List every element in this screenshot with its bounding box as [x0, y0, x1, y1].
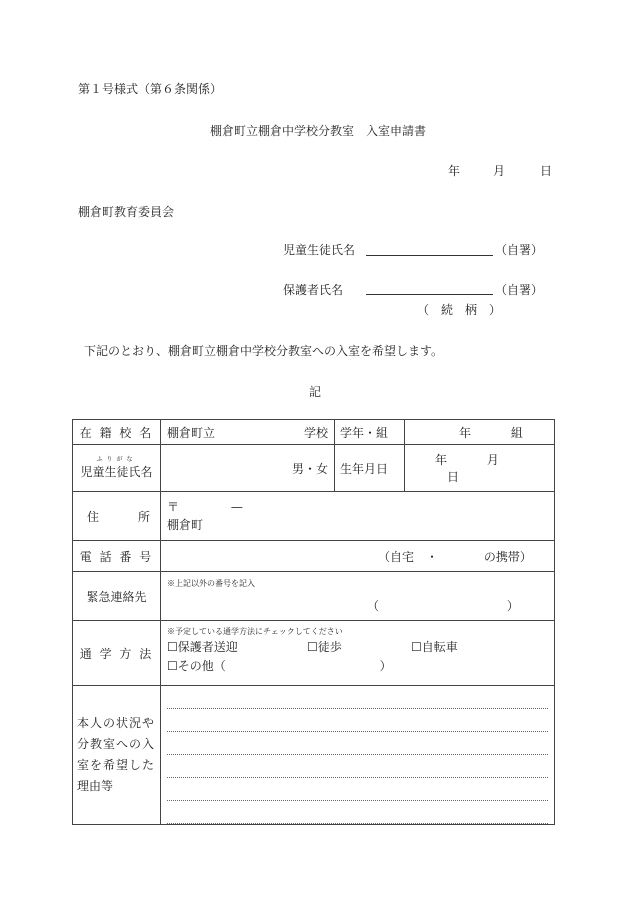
birth-month: 月 [486, 453, 499, 467]
emergency-paren-open: （ [367, 599, 380, 613]
application-table [72, 419, 555, 825]
phone-label: 電 話 番 号 [73, 541, 161, 572]
name-label-text: 児童生徒氏名 [80, 464, 153, 479]
address-town: 棚倉町 [167, 518, 204, 532]
guardian-signature-line[interactable] [366, 294, 493, 295]
birth-label: 生年月日 [335, 445, 405, 492]
name-label-cell [73, 445, 161, 492]
guardian-jisho: （自署） [495, 283, 544, 297]
postal-dash: — [230, 500, 243, 514]
reason-line[interactable] [167, 801, 548, 824]
school-label: 在 籍 校 名 [73, 420, 161, 445]
table-row-school [73, 420, 555, 445]
guardian-name-label: 保護者氏名 [283, 283, 344, 297]
reason-line[interactable] [167, 732, 548, 755]
reason-label-1: 本人の状況や [77, 716, 156, 730]
postal-mark: 〒 [167, 500, 180, 514]
table-row-address [73, 492, 555, 541]
birth-field[interactable] [405, 445, 555, 492]
grade-class: 組 [510, 425, 523, 440]
date-month-label: 月 [493, 164, 506, 178]
commute-option-other[interactable]: ☐その他（ [167, 659, 226, 673]
school-suffix: 学校 [303, 425, 328, 440]
emergency-paren-close: ） [506, 599, 519, 613]
form-number: 第１号様式（第６条関係） [78, 82, 223, 96]
reason-label-2: 分教室への入 [77, 737, 156, 751]
reason-label-3: 室を希望した [77, 758, 156, 772]
reason-label-4: 理由等 [77, 779, 114, 793]
reason-field[interactable] [161, 686, 555, 825]
phone-home: （自宅 ・ [378, 549, 439, 564]
address-label-1: 住 [87, 509, 100, 524]
reason-line[interactable] [167, 755, 548, 778]
commute-note: ※予定している通学方法にチェックしてください [167, 627, 343, 636]
address-field[interactable] [161, 492, 555, 541]
student-signature-line[interactable] [366, 255, 493, 256]
address-label [73, 492, 161, 541]
school-town: 棚倉町立 [167, 425, 216, 440]
document-title: 棚倉町立棚倉中学校分教室 入室申請書 [210, 124, 427, 138]
table-row-name [73, 445, 555, 492]
table-row-emergency [73, 572, 555, 621]
date-year-label: 年 [448, 164, 461, 178]
grade-year: 年 [459, 425, 472, 440]
phone-mobile: の携帯） [483, 549, 532, 564]
grade-label: 学年・組 [335, 420, 405, 445]
reason-line[interactable] [167, 778, 548, 801]
reason-line[interactable] [167, 686, 548, 709]
emergency-label: 緊急連絡先 [73, 572, 161, 621]
body-text: 下記のとおり、棚倉町立棚倉中学校分教室への入室を希望します。 [84, 344, 444, 358]
address-label-2: 所 [137, 509, 150, 524]
date-day-label: 日 [540, 164, 553, 178]
commute-option-walk[interactable]: ☐徒歩 [307, 640, 342, 654]
grade-field[interactable] [405, 420, 555, 445]
ki-label: 記 [309, 385, 322, 399]
student-name-label: 児童生徒氏名 [283, 243, 356, 257]
school-field[interactable] [161, 420, 335, 445]
reason-label [73, 686, 161, 825]
birth-year: 年 [435, 453, 448, 467]
commute-option-other-close: ） [379, 659, 392, 673]
birth-day: 日 [447, 470, 460, 484]
emergency-field[interactable] [161, 572, 555, 621]
name-ruby: ふりがな [96, 455, 137, 463]
reason-line[interactable] [167, 709, 548, 732]
commute-option-bicycle[interactable]: ☐自転車 [411, 640, 458, 654]
commute-field [161, 621, 555, 686]
commute-option-parent[interactable]: ☐保護者送迎 [167, 640, 238, 654]
gender-choice[interactable]: 男・女 [291, 461, 328, 476]
relation-label: （ 続 柄 ） [417, 303, 502, 317]
phone-field[interactable] [161, 541, 555, 572]
name-label [80, 455, 153, 480]
table-row-phone [73, 541, 555, 572]
table-row-reason [73, 686, 555, 825]
emergency-note: ※上記以外の番号を記入 [167, 579, 255, 588]
table-row-commute [73, 621, 555, 686]
student-jisho: （自署） [495, 243, 544, 257]
addressee: 棚倉町教育委員会 [78, 205, 175, 219]
name-field[interactable] [161, 445, 335, 492]
commute-label: 通 学 方 法 [73, 621, 161, 686]
